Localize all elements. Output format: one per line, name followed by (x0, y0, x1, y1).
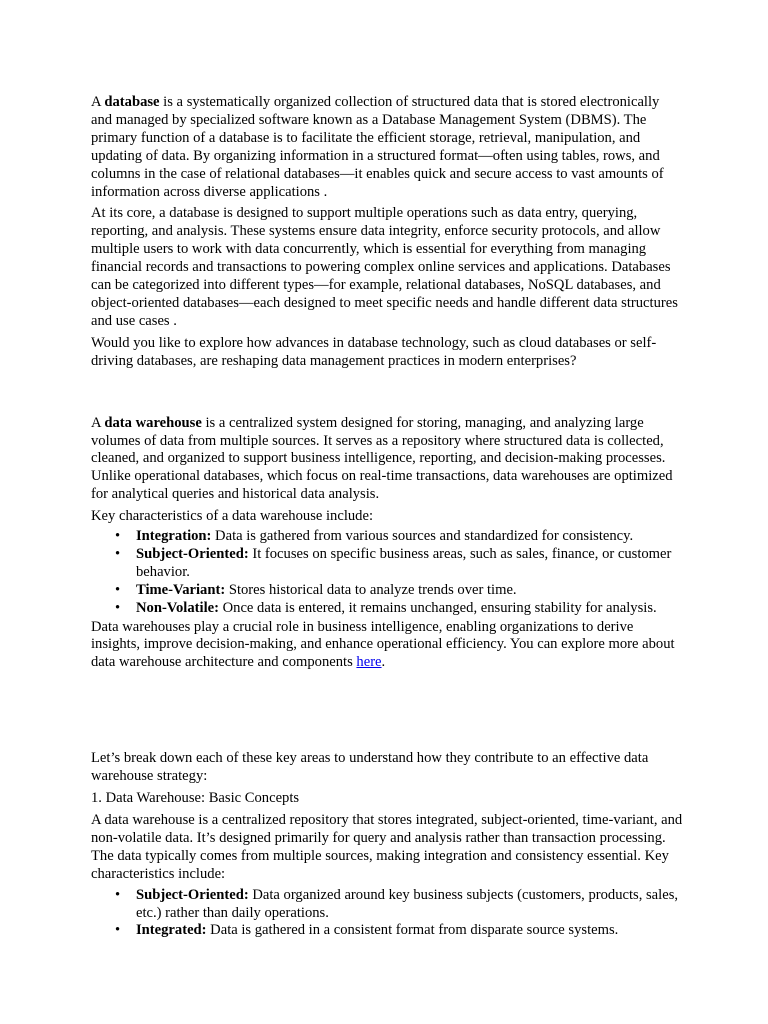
closing-period: . (381, 654, 386, 671)
list-item (136, 582, 683, 600)
list-item-text: Stores historical data to analyze trends over time. (225, 581, 517, 598)
term-data-warehouse: data warehouse (104, 414, 202, 431)
data-warehouse-definition-paragraph (91, 415, 683, 505)
closing-text: Data warehouses play a crucial role in business intelligence, enabling organizations to derive insights, improve decision-making, and enhance operational efficiency. You can explore more about data warehouse architecture and components (91, 618, 675, 671)
list-item (136, 887, 683, 923)
key-characteristics-list (91, 528, 683, 618)
list-item (136, 546, 683, 582)
database-definition-paragraph (91, 94, 683, 201)
list-item (136, 600, 683, 618)
key-characteristics-intro: Key characteristics of a data warehouse include: (91, 508, 374, 525)
section-spacer (91, 375, 683, 415)
lead-text: A (91, 94, 105, 110)
definition-text: is a centralized system designed for storing, managing, and analyzing large volumes of data from multiple sources. It serves as a repository where structured data is collected, cleaned, and organized to support business intelligence, reporting, and decision-making processes. Unlike operational databases, which focus on real-time transactions, data warehouses are optimized for analytical queries and historical data analysis. (91, 414, 673, 503)
list-item-term: Integrated: (136, 922, 207, 939)
here-link[interactable]: here (356, 654, 382, 671)
list-item (136, 528, 683, 546)
list-item-text: It focuses on specific business areas, such as sales, finance, or customer behavior. (136, 545, 672, 580)
list-item-term: Time-Variant: (136, 581, 226, 598)
basic-concepts-list (91, 887, 683, 941)
basic-concepts-paragraph: A data warehouse is a centralized repository that stores integrated, subject-oriented, time-variant, and non-volatile data. It’s designed primarily for query and analysis rather than transaction processing. The data typically comes from multiple sources, making integration and consistency essential. Key characteristics include: (91, 812, 683, 882)
list-item-term: Integration: (136, 528, 212, 545)
list-item-term: Subject-Oriented: (136, 545, 249, 562)
list-item-term: Subject-Oriented: (136, 886, 249, 903)
database-question-paragraph: Would you like to explore how advances in database technology, such as cloud databases or self-driving databases, are reshaping data management practices in modern enterprises? (91, 334, 657, 369)
list-item-text: Once data is entered, it remains unchanged, ensuring stability for analysis. (218, 599, 657, 616)
list-item-text: Data is gathered in a consistent format from disparate source systems. (206, 922, 619, 939)
term-database: database (104, 94, 160, 110)
definition-text: is a systematically organized collection of structured data that is stored electronically and managed by specialized software known as a Database Management System (DBMS). The primary function of a database is to facilitate the efficient storage, retrieval, manipulation, and updating of data. By organizing information in a structured format—often using tables, rows, and columns in the case of relational databases—it enables quick and secure access to vast amounts of information across diverse applications . (91, 94, 664, 200)
list-item (136, 922, 683, 940)
lead-text: A (91, 414, 105, 431)
document-page (91, 94, 683, 941)
basic-concepts-heading: 1. Data Warehouse: Basic Concepts (91, 790, 300, 807)
list-item-term: Non-Volatile: (136, 599, 219, 616)
section-spacer (91, 676, 683, 750)
data-warehouse-closing-paragraph (91, 619, 683, 673)
list-item-text: Data is gathered from various sources and standardized for consistency. (211, 528, 634, 545)
database-operations-paragraph: At its core, a database is designed to support multiple operations such as data entry, querying, reporting, and analysis. These systems ensure data integrity, enforce security protocols, and allow multiple users to work with data concurrently, which is essential for everything from managing financial records and transactions to powering complex online services and applications. Databases can be categorized into different types—for example, relational databases, NoSQL databases, and object-oriented databases—each designed to meet specific needs and handle different data structures and use cases . (91, 205, 678, 329)
list-item-text: Data organized around key business subjects (customers, products, sales, etc.) rather than daily operations. (136, 886, 679, 921)
breakdown-intro-paragraph: Let’s break down each of these key areas to understand how they contribute to an effective data warehouse strategy: (91, 750, 649, 785)
